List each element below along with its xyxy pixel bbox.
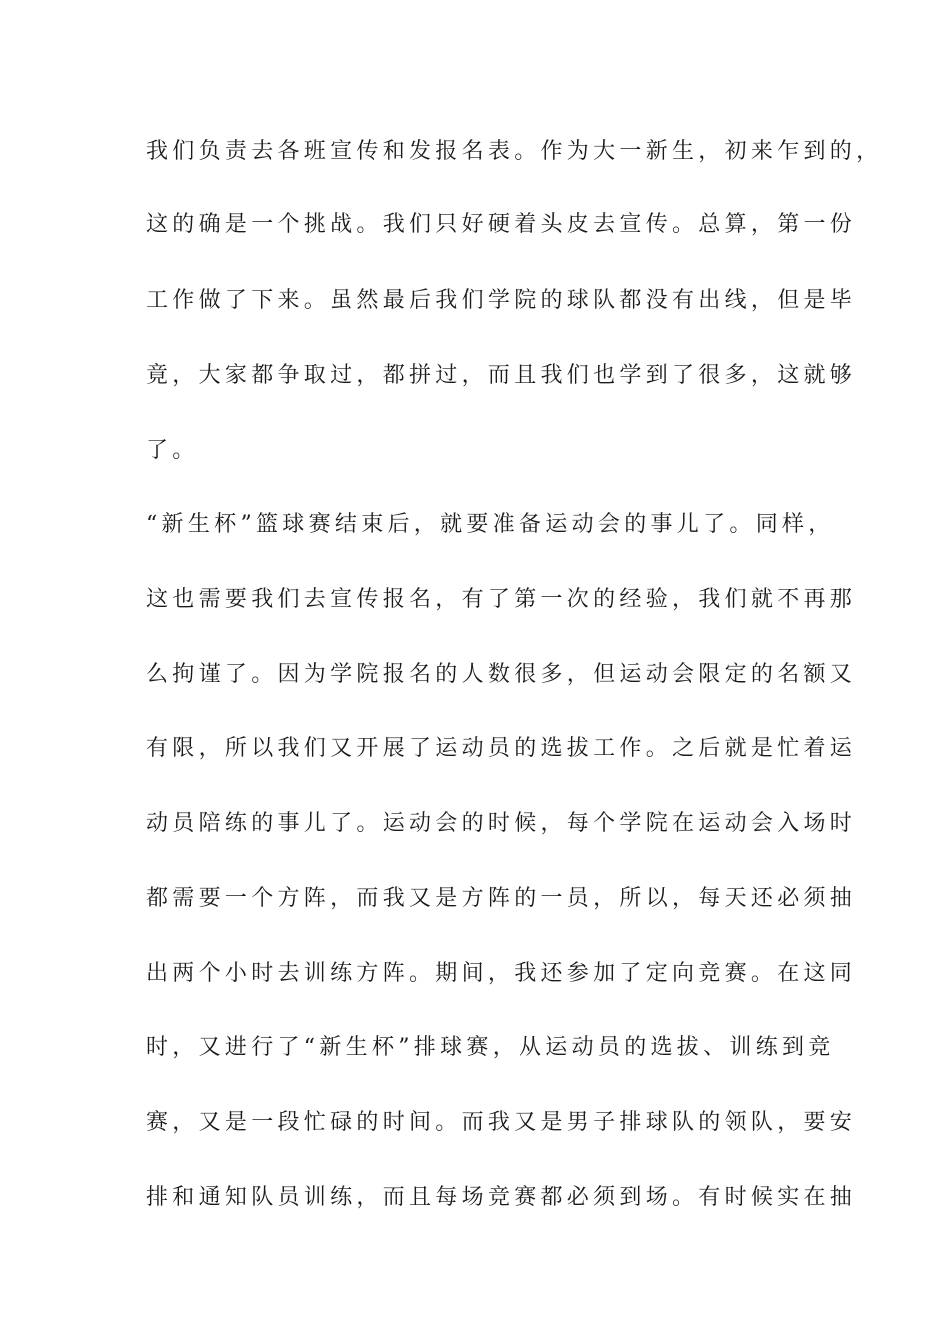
text-line: 动员陪练的事儿了。运动会的时候，每个学院在运动会入场时 [146,811,857,836]
text-line: 都需要一个方阵，而我又是方阵的一员，所以，每天还必须抽 [146,886,857,911]
text-line: 出两个小时去训练方阵。期间，我还参加了定向竞赛。在这同 [146,961,857,986]
text-line: 赛，又是一段忙碌的时间。而我又是男子排球队的领队，要安 [146,1110,857,1135]
text-line: 这也需要我们去宣传报名，有了第一次的经验，我们就不再那 [146,587,857,612]
text-line: 有限，所以我们又开展了运动员的选拔工作。之后就是忙着运 [146,736,857,761]
text-line: 工作做了下来。虽然最后我们学院的球队都没有出线，但是毕 [146,288,857,313]
text-line: “新生杯”篮球赛结束后，就要准备运动会的事儿了。同样， [146,512,835,537]
text-line: 么拘谨了。因为学院报名的人数很多，但运动会限定的名额又 [146,662,857,687]
text-line: 排和通知队员训练，而且每场竞赛都必须到场。有时候实在抽 [146,1185,857,1210]
text-line: 了。 [146,438,199,463]
text-line: 时，又进行了“新生杯”排球赛，从运动员的选拔、训练到竞 [146,1035,835,1060]
text-line: 这的确是一个挑战。我们只好硬着头皮去宣传。总算，第一份 [146,212,857,237]
text-line: 我们负责去各班宣传和发报名表。作为大一新生，初来乍到的， [146,139,883,164]
text-line: 竟，大家都争取过，都拼过，而且我们也学到了很多，这就够 [146,363,857,388]
